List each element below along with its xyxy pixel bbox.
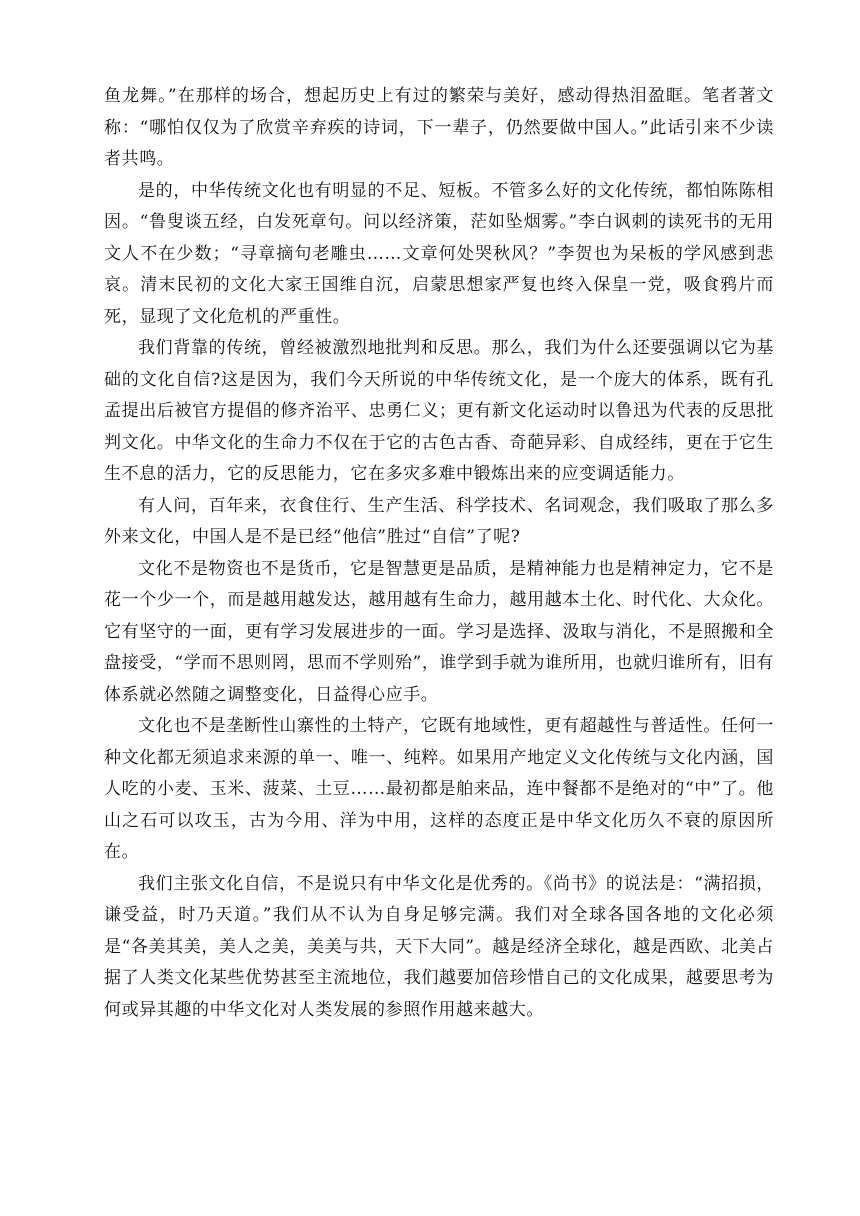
paragraph: 是的，中华传统文化也有明显的不足、短板。不管多么好的文化传统，都怕陈陈相因。“鲁叟谈五经，白发死章句。问以经济策，茫如坠烟雾。”李白讽刺的读死书的无用文人不在少数；“寻章摘句老雕虫……文章何处哭秋风？”李贺也为呆板的学风感到悲哀。清末民初的文化大家王国维自沉，启蒙思想家严复也终入保皇一党，吸食鸦片而死，显现了文化危机的严重性。 — [104, 180, 774, 327]
paragraph: 我们主张文化自信，不是说只有中华文化是优秀的。《尚书》的说法是：“满招损，谦受益，时乃天道。”我们从不认为自身足够完满。我们对全球各国各地的文化必须是“各美其美，美人之美，美美与共，天下大同”。越是经济全球化，越是西欧、北美占据了人类文化某些优势甚至主流地位，我们越要加倍珍惜自己的文化成果，越要思考为何或异其趣的中华文化对人类发展的参照作用越来越大。 — [104, 873, 774, 1020]
paragraph: 有人问，百年来，衣食住行、生产生活、科学技术、名词观念，我们吸取了那么多外来文化，中国人是不是已经“他信”胜过“自信”了呢? — [104, 495, 774, 547]
paragraph-continued: 鱼龙舞。”在那样的场合，想起历史上有过的繁荣与美好，感动得热泪盈眶。笔者著文称：“哪怕仅仅为了欣赏辛弃疾的诗词，下一辈子，仍然要做中国人。”此话引来不少读者共鸣。 — [104, 86, 774, 169]
paragraph: 文化也不是垄断性山寨性的土特产，它既有地域性，更有超越性与普适性。任何一种文化都无须追求来源的单一、唯一、纯粹。如果用产地定义文化传统与文化内涵，国人吃的小麦、玉米、菠菜、土豆……最初都是舶来品，连中餐都不是绝对的“中”了。他山之石可以攻玉，古为今用、洋为中用，这样的态度正是中华文化历久不衰的原因所在。 — [104, 716, 774, 862]
article-body — [104, 81, 774, 1026]
paragraph: 我们背靠的传统，曾经被激烈地批判和反思。那么，我们为什么还要强调以它为基础的文化自信?这是因为，我们今天所说的中华传统文化，是一个庞大的体系，既有孔孟提出后被官方提倡的修齐治平、忠勇仁义；更有新文化运动时以鲁迅为代表的反思批判文化。中华文化的生命力不仅在于它的古色古香、奇葩异彩、自成经纬，更在于它生生不息的活力，它的反思能力，它在多灾多难中锻炼出来的应变调适能力。 — [104, 338, 774, 484]
paragraph: 文化不是物资也不是货币，它是智慧更是品质，是精神能力也是精神定力，它不是花一个少一个，而是越用越发达，越用越有生命力，越用越本土化、时代化、大众化。它有坚守的一面，更有学习发展进步的一面。学习是选择、汲取与消化，不是照搬和全盘接受，“学而不思则罔，思而不学则殆”，谁学到手就为谁所用，也就归谁所有，旧有体系就必然随之调整变化，日益得心应手。 — [104, 558, 774, 705]
